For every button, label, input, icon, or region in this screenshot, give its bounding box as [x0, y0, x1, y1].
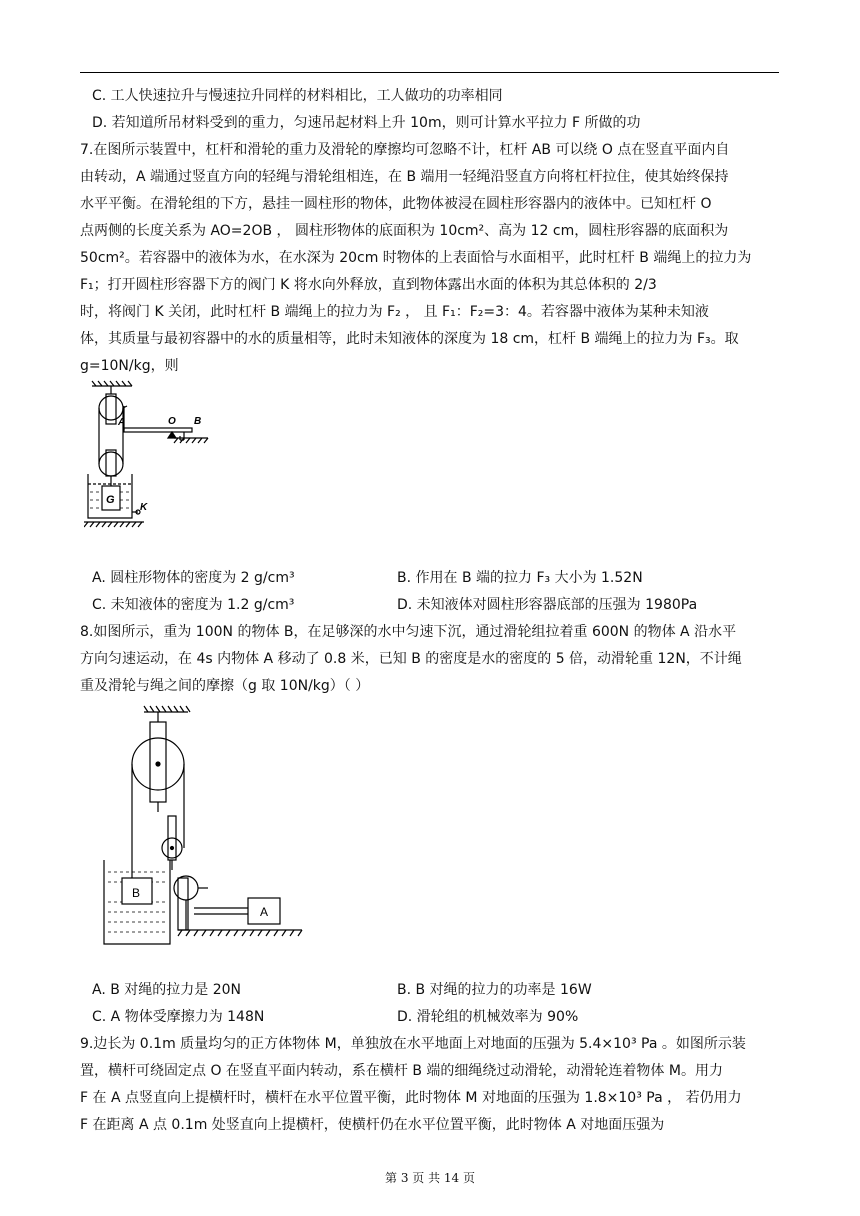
q9-text-line: F 在 A 点竖直向上提横杆时，横杆在水平位置平衡，此时物体 M 对地面的压强为 1.8×10³ Pa ， 若仍用力 — [80, 1090, 742, 1106]
q7-label-o: O — [168, 416, 176, 427]
q7-text-line: 由转动，A 端通过竖直方向的轻绳与滑轮组相连，在 B 端用一轻绳沿竖直方向将杠杆拉住，使其始终保持 — [80, 169, 729, 185]
q7-text-line: g=10N/kg，则 — [80, 358, 179, 374]
q8-option-c: C. A 物体受摩擦力为 148N — [92, 1009, 265, 1025]
q8-pulley-figure — [98, 702, 310, 948]
q7-label-g: G — [106, 494, 115, 506]
q8-text-line: 8.如图所示，重为 100N 的物体 B，在足够深的水中匀速下沉，通过滑轮组拉着重 600N 的物体 A 沿水平 — [80, 624, 737, 640]
q7-label-b: B — [194, 416, 202, 427]
page-footer: 第 3 页 共 14 页 — [385, 1171, 475, 1185]
q7-option-a: A. 圆柱形物体的密度为 2 g/cm³ — [92, 570, 295, 586]
header-rule — [80, 72, 779, 73]
q9-text-line: 置，横杆可绕固定点 O 在竖直平面内转动，系在横杆 B 端的细绳绕过动滑轮，动滑轮连着物体 M。用力 — [80, 1063, 723, 1079]
q7-text-line: 7.在图所示装置中，杠杆和滑轮的重力及滑轮的摩擦均可忽略不计，杠杆 AB 可以绕 O 点在竖直平面内自 — [80, 142, 730, 158]
q8-option-b: B. B 对绳的拉力的功率是 16W — [397, 982, 592, 998]
q7-option-c: C. 未知液体的密度为 1.2 g/cm³ — [92, 597, 295, 613]
q7-lever-pulley-figure — [84, 378, 224, 528]
q7-option-d: D. 未知液体对圆柱形容器底部的压强为 1980Pa — [397, 597, 698, 613]
q7-text-line: 水平平衡。在滑轮组的下方，悬挂一圆柱形的物体，此物体被浸在圆柱形容器内的液体中。已知杠杆 O — [80, 196, 712, 212]
q7-option-b: B. 作用在 B 端的拉力 F₃ 大小为 1.52N — [397, 570, 643, 586]
q8-option-d: D. 滑轮组的机械效率为 90% — [397, 1009, 579, 1025]
q7-text-line: 时，将阀门 K 关闭，此时杠杆 B 端绳上的拉力为 F₂ ， 且 F₁：F₂=3：4。若容器中液体为某种未知液 — [80, 304, 709, 320]
q9-text-line: 9.边长为 0.1m 质量均匀的正方体物体 M，单独放在水平地面上对地面的压强为 5.4×10³ Pa 。如图所示装 — [80, 1036, 746, 1052]
q7-label-k: K — [140, 502, 148, 513]
q8-option-a: A. B 对绳的拉力是 20N — [92, 982, 242, 998]
q8-text-line: 重及滑轮与绳之间的摩擦（g 取 10N/kg）（ ） — [80, 678, 370, 694]
q7-text-line: 50cm²。若容器中的液体为水，在水深为 20cm 时物体的上表面恰与水面相平，此时杠杆 B 端绳上的拉力为 — [80, 250, 752, 266]
q7-text-line: F₁；打开圆柱形容器下方的阀门 K 将水向外释放，直到物体露出水面的体积为其总体积的 2/3 — [80, 277, 657, 293]
q8-text-line: 方向匀速运动，在 4s 内物体 A 移动了 0.8 米，已知 B 的密度是水的密度的 5 倍，动滑轮重 12N，不计绳 — [80, 651, 742, 667]
q7-text-line: 点两侧的长度关系为 AO=2OB ， 圆柱形物体的底面积为 10cm²、高为 12 cm，圆柱形容器的底面积为 — [80, 223, 729, 239]
q7-label-a: A — [118, 417, 126, 428]
q8-label-a: A — [260, 905, 269, 919]
q6-option-c: C. 工人快速拉升与慢速拉升同样的材料相比，工人做功的功率相同 — [92, 88, 503, 104]
q6-option-d: D. 若知道所吊材料受到的重力，匀速吊起材料上升 10m，则可计算水平拉力 F 所做的功 — [92, 115, 641, 131]
q8-label-b: B — [132, 886, 141, 900]
q7-text-line: 体，其质量与最初容器中的水的质量相等，此时未知液体的深度为 18 cm，杠杆 B 端绳上的拉力为 F₃。取 — [80, 331, 739, 347]
q9-text-line: F 在距离 A 点 0.1m 处竖直向上提横杆，使横杆仍在水平位置平衡，此时物体 A 对地面压强为 — [80, 1117, 665, 1133]
